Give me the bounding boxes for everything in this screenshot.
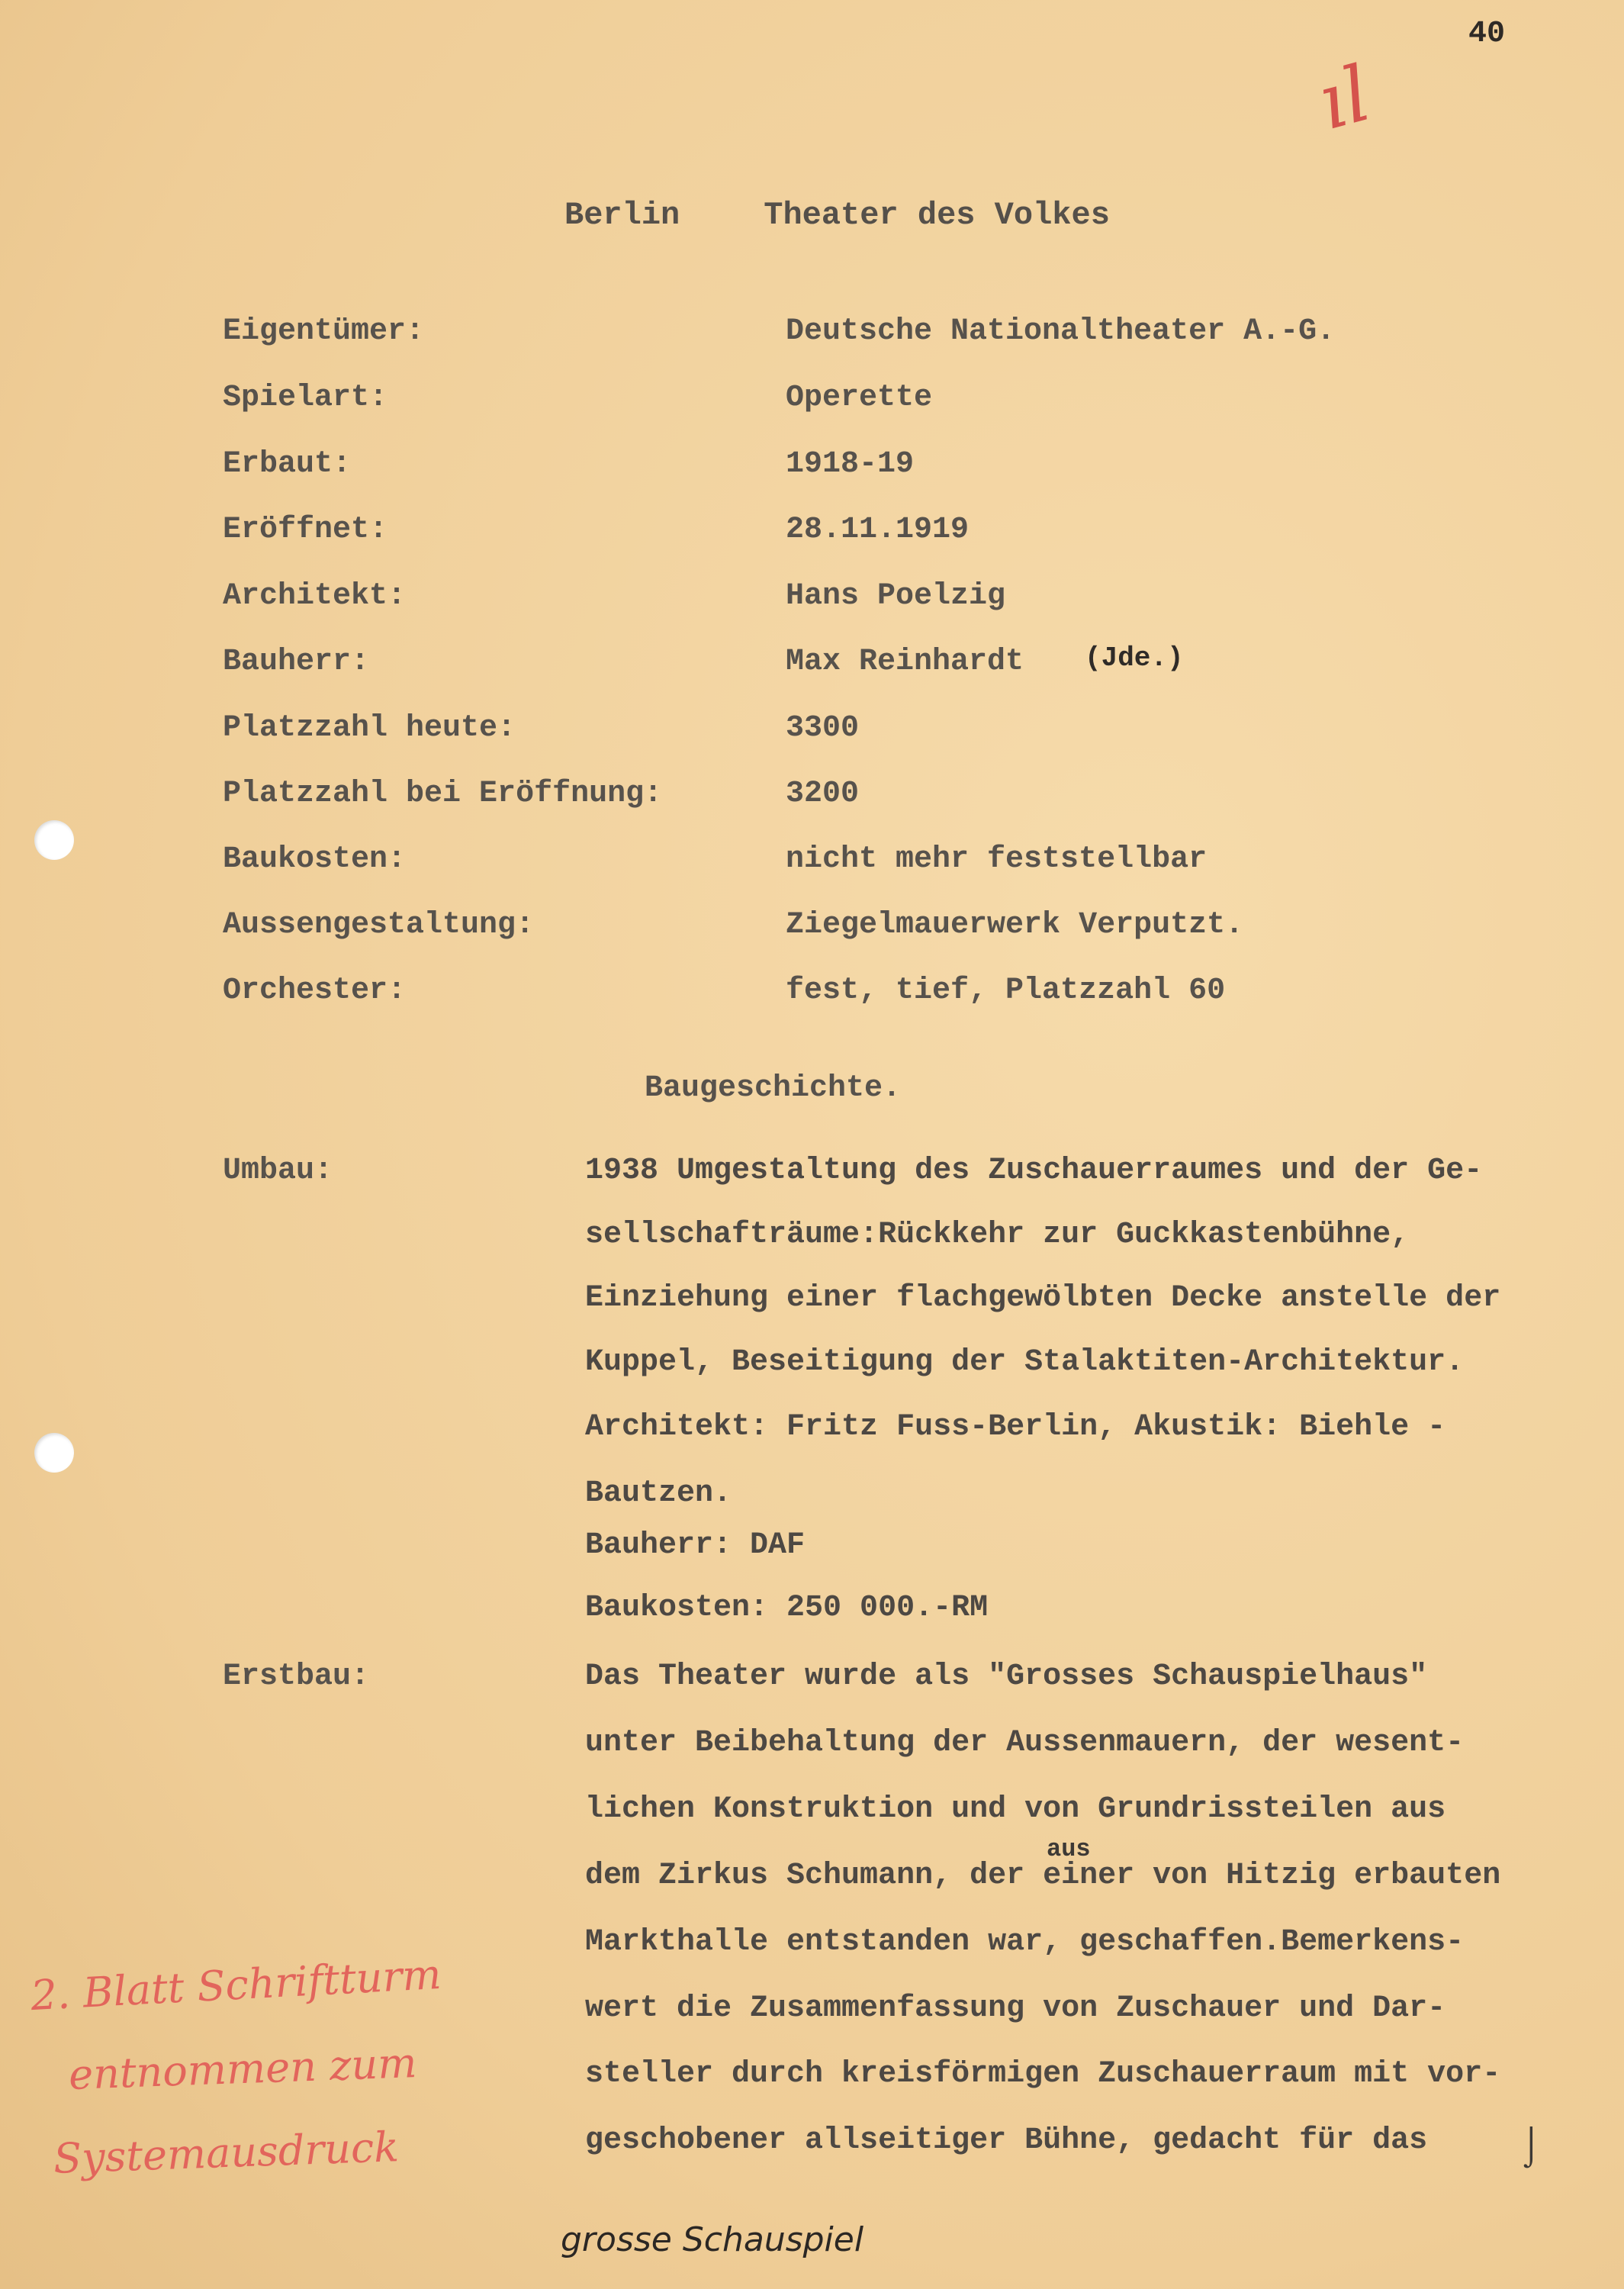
erstbau-label: Erstbau: [223,1660,370,1694]
umbau-line: sellschafträume:Rückkehr zur Guckkastenbühne, [585,1218,1410,1252]
field-label-eroeffnet: Eröffnet: [223,513,388,547]
erstbau-line: lichen Konstruktion und von Grundrissteilen aus [585,1792,1446,1827]
field-value-orchester: fest, tief, Platzzahl 60 [786,974,1226,1008]
margin-note-line: Systemausdruck [53,2123,400,2183]
field-value-architekt: Hans Poelzig [786,579,1006,613]
erstbau-line: geschobener allseitiger Bühne, gedacht für das [585,2123,1428,2158]
erstbau-line: steller durch kreisförmigen Zuschauerraum mit vor- [585,2057,1501,2091]
bracket-mark: ⌡ [1520,2127,1542,2168]
title-name: Theater des Volkes [764,197,1110,233]
field-value-erbaut: 1918-19 [786,447,915,481]
umbau-line: Bauherr: DAF [585,1528,806,1563]
umbau-line: Baukosten: 250 000.-RM [585,1591,989,1625]
margin-note-line: entnommen zum [68,2039,418,2099]
field-value-baukosten: nicht mehr feststellbar [786,842,1208,877]
field-value-platzzahl-eroeffnung: 3200 [786,777,860,811]
erstbau-line: unter Beibehaltung der Aussenmauern, der wesent- [585,1726,1465,1760]
field-label-eigentuemer: Eigentümer: [223,314,425,349]
field-label-platzzahl-eroeffnung: Platzzahl bei Eröffnung: [223,777,663,811]
field-label-orchester: Orchester: [223,974,407,1008]
erstbau-line: Markthalle entstanden war, geschaffen.Bemerkens- [585,1925,1465,1959]
erstbau-line: dem Zirkus Schumann, der einer von Hitzig erbauten [585,1859,1501,1893]
field-label-baukosten: Baukosten: [223,842,407,877]
field-value-bauherr: Max Reinhardt [786,645,1024,679]
erstbau-insertion: aus [1047,1835,1091,1863]
umbau-line: Architekt: Fritz Fuss-Berlin, Akustik: Biehle - [585,1410,1446,1444]
field-value-eroeffnet: 28.11.1919 [786,513,970,547]
umbau-line: Einziehung einer flachgewölbten Decke anstelle der [585,1281,1501,1315]
field-value-eigentuemer: Deutsche Nationaltheater A.-G. [786,314,1336,349]
field-label-bauherr: Bauherr: [223,645,370,679]
field-value-spielart: Operette [786,381,933,415]
section-heading: Baugeschichte. [645,1071,902,1106]
page-number: 40 [1468,17,1506,51]
document-title [564,197,1110,233]
erstbau-line: wert die Zusammenfassung von Zuschauer und Dar- [585,1991,1446,2026]
umbau-line: Kuppel, Beseitigung der Stalaktiten-Architektur. [585,1345,1465,1380]
margin-note-line: 2. Blatt Schriftturm [29,1949,442,2020]
bauherr-note: (Jde.) [1085,642,1184,674]
field-label-spielart: Spielart: [223,381,388,415]
field-label-erbaut: Erbaut: [223,447,352,481]
field-value-aussengestaltung: Ziegelmauerwerk Verputzt. [786,908,1244,942]
umbau-label: Umbau: [223,1154,333,1188]
field-value-platzzahl-heute: 3300 [786,711,860,745]
umbau-line: Bautzen. [585,1476,732,1511]
umbau-line: 1938 Umgestaltung des Zuschauerraumes und der Ge- [585,1154,1483,1188]
field-label-aussengestaltung: Aussengestaltung: [223,908,535,942]
field-label-architekt: Architekt: [223,579,407,613]
punch-hole-bottom [34,1433,74,1473]
title-place: Berlin [564,197,680,233]
punch-hole-top [34,820,74,860]
field-label-platzzahl-heute: Platzzahl heute: [223,711,516,745]
erstbau-line: Das Theater wurde als "Grosses Schauspielhaus" [585,1660,1428,1694]
bottom-handwritten-note: grosse Schauspiel [561,2220,864,2259]
red-check-mark: ıl [1308,48,1380,148]
